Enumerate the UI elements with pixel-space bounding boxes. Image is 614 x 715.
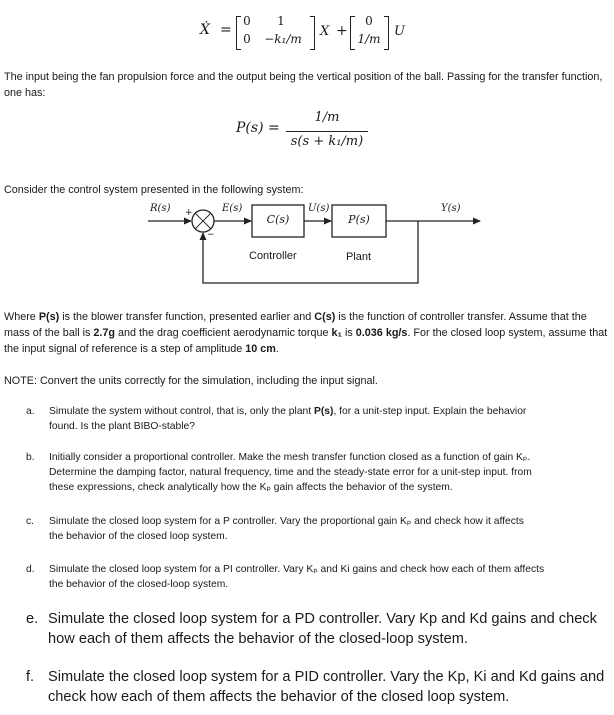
task-c-label: c. [26,516,35,527]
transfer-function [236,110,396,154]
matrix-a-21: 0 [243,32,251,46]
task-e-label: e. [26,611,39,627]
task-c [26,514,610,546]
state-lhs: Ẋ [200,22,210,38]
task-c-text [49,514,524,544]
task-d-line2: the behavior of the closed-loop system. [49,579,229,590]
task-f-label: f. [26,669,35,685]
transfer-function-numerator: 1/m [314,110,340,125]
task-a-label: a. [26,406,35,417]
block-diagram [0,200,614,300]
controller-caption: Controller [249,250,297,262]
where-text-7: . [275,342,279,355]
state-plus: + [336,23,348,39]
label-r: R(s) [150,203,171,214]
summing-plus-sign: + [185,208,193,218]
state-equation [200,14,420,54]
summing-minus-sign: − [207,230,215,240]
matrix-b-2: 1/m [357,32,381,46]
where-bold-cs: C(s) [314,311,336,323]
where-bold-amplitude: 10 cm [245,342,276,355]
task-f-text [48,668,604,707]
task-e-line2: how each of them affects the behavior of the closed-loop system. [48,630,468,647]
task-f [26,668,610,708]
where-paragraph [4,310,608,357]
fraction-bar [286,131,368,132]
label-e: E(s) [222,203,243,214]
intro-paragraph: The input being the fan propulsion force and the output being the vertical position of the ball. Passing for the transfer function, one has: [4,71,603,99]
task-b-line3: these expressions, check analytically how the Kₚ gain affects the behavior of the system. [49,482,453,493]
task-e-text [48,610,597,649]
task-a [26,404,610,436]
state-x: X [320,24,330,39]
task-a-text [49,404,526,434]
label-u: U(s) [308,203,330,214]
task-b-line1: Initially consider a proportional controller. Make the mesh transfer function closed as a function of gain Kₚ. [49,452,531,463]
plant-block-label: P(s) [348,213,370,226]
task-a-line1a: Simulate the system without control, that is, only the plant [49,406,314,417]
transfer-function-denominator: s(s + k₁/m) [290,134,364,149]
task-b-label: b. [26,452,35,463]
matrix-a-right-bracket [310,16,315,50]
where-text-5: is [342,326,356,339]
task-e [26,610,610,650]
task-b [26,450,610,498]
task-c-line1: Simulate the closed loop system for a P controller. Vary the proportional gain Kₚ and check how it affects [49,516,524,527]
matrix-b-right-bracket [384,16,389,50]
task-e-line1: Simulate the closed loop system for a PD controller. Vary Kp and Kd gains and check [48,611,597,627]
matrix-a-22: −k₁/m [264,32,302,46]
controller-block-label: C(s) [266,213,290,226]
plant-caption: Plant [346,251,372,263]
where-text-1: Where [4,311,39,323]
state-eq-sign: = [220,22,232,38]
where-text-4: and the drag coefficient aerodynamic torque [115,326,332,339]
where-bold-ps: P(s) [38,311,60,323]
task-d [26,562,610,594]
task-a-line1-bold: P(s) [314,406,334,417]
task-f-line2: check how each of them affects the behavior of the closed loop system. [48,688,510,705]
where-text-6: . For the closed loop system, assume that the input signal of reference is a step of amplitude [4,326,608,355]
where-bold-drag: 0.036 kg/s [355,326,408,339]
where-text-3: is the function of controller transfer. Assume that the mass of the ball is [4,311,587,339]
task-b-line2: Determine the damping factor, natural frequency, time and the steady-state error for a unit-step input. from [49,467,532,478]
consider-paragraph: Consider the control system presented in the following system: [4,184,304,196]
transfer-function-lhs: P(s) = [236,120,280,136]
task-a-line1c: , for a unit-step input. Explain the behavior [333,406,527,417]
task-f-line1: Simulate the closed loop system for a PID controller. Vary the Kp, Ki and Kd gains and [48,669,605,685]
where-bold-k1: k₁ [331,326,342,339]
matrix-b-1: 0 [365,14,373,28]
where-text-2: is the blower transfer function, presented earlier and [59,311,315,323]
note-paragraph: NOTE: Convert the units correctly for the simulation, including the input signal. [4,375,378,387]
task-a-line2: found. Is the plant BIBO-stable? [49,421,195,432]
task-d-text [49,562,544,592]
task-b-text [49,450,532,495]
matrix-a-12: 1 [277,14,285,28]
task-d-label: d. [26,564,35,575]
task-d-line1: Simulate the closed loop system for a PI controller. Vary Kₚ and Ki gains and check how each of them affects [49,564,545,575]
label-y: Y(s) [441,203,461,214]
state-u: U [394,24,405,39]
matrix-a-11: 0 [243,14,251,28]
task-c-line2: the behavior of the closed loop system. [49,531,228,542]
where-bold-mass: 2.7g [93,326,116,339]
